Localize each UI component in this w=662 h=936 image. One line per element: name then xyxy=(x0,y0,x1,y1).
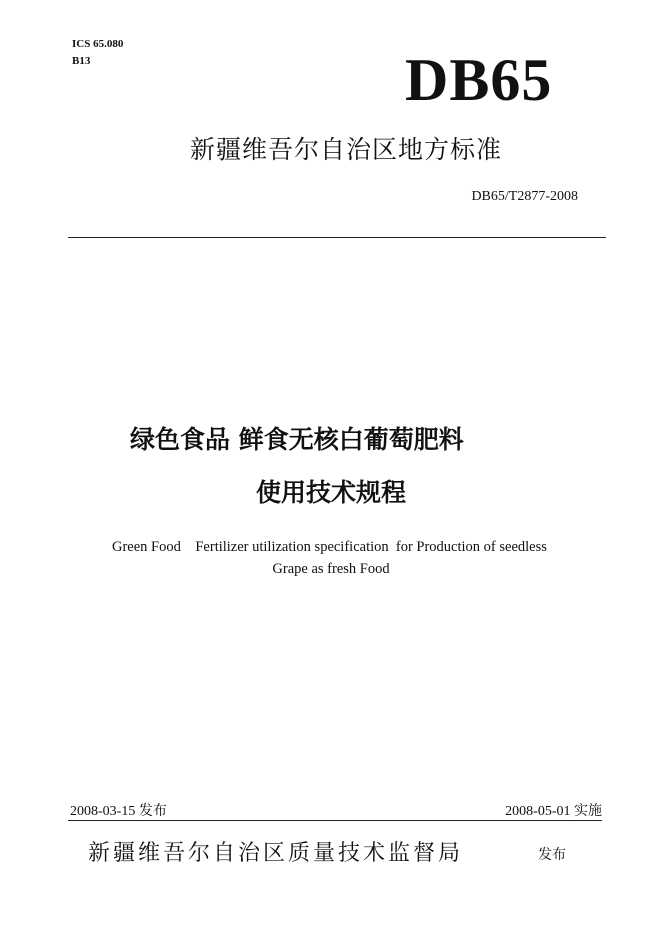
ics-code: ICS 65.080 xyxy=(72,38,124,50)
standard-number: DB65/T2877-2008 xyxy=(471,189,578,204)
document-title-en-line1: Green Food Fertilizer utilization specification for Production of seedless xyxy=(112,539,547,555)
implementation-date: 2008-05-01 实施 xyxy=(505,804,602,819)
top-divider xyxy=(68,237,606,238)
ccs-code: B13 xyxy=(72,55,91,67)
document-title-cn-line2: 使用技术规程 xyxy=(255,478,406,507)
standard-logo: DB65 xyxy=(405,47,553,113)
standard-category-title: 新疆维吾尔自治区地方标准 xyxy=(190,135,503,164)
document-title-en-line2: Grape as fresh Food xyxy=(272,561,390,577)
issuing-label: 发布 xyxy=(538,847,566,863)
issuing-authority: 新疆维吾尔自治区质量技术监督局 xyxy=(88,841,464,866)
issue-date: 2008-03-15 发布 xyxy=(70,804,167,819)
bottom-divider xyxy=(68,820,602,821)
document-title-cn-line1: 绿色食品 鲜食无核白葡萄肥料 xyxy=(130,425,464,454)
